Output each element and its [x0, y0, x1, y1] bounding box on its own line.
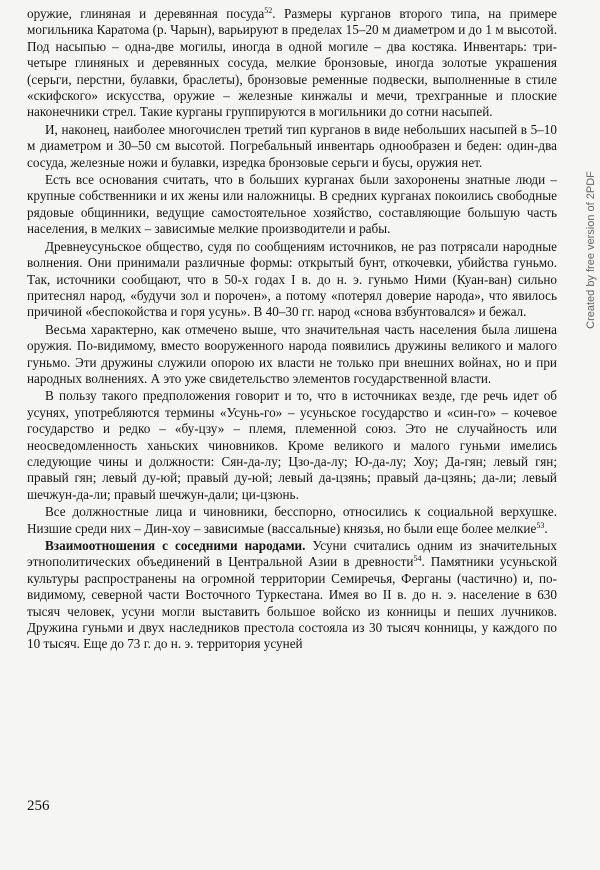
- paragraph-3: Есть все основания считать, что в больших курганах были захоронены знатные люди – крупные собственники и их жены или наложницы. В средних курганах покоились свободные рядовые общинники, ведущие самостоятельное хозяйство, составляющие большую часть населения, в мелких – зависимые мелкие производители и рабы.: [27, 172, 557, 237]
- footnote-ref-52[interactable]: 52: [264, 6, 273, 15]
- page-number: 256: [27, 798, 50, 814]
- paragraph-8: Взаимоотношения с соседними народами. Усуни считались одним из значительных этнополитических объединений в Центральной Азии в древности$^{54}$. Памятники усуньской культуры распространены на огромной территории Семиречья, Ферганы (частично) и, по-видимому, северной части Восточного Туркестана. Имея во II в. до н. э. население в 630 тысяч человек, усуни могли выставить большое войско из конницы и пеших лучников. Дружина гуньми и двух наследников престола состояла из 30 тысяч конницы, у каждого по 10 тысяч. Еще до 73 г. до н. э. территория усуней: [27, 538, 558, 652]
- paragraph-7: Все должностные лица и чиновники, бесспорно, относились к социальной верхушке. Низшие среди них – Дин-хоу – зависимые (вассальные) князья, но были еще более мелкие$^{53}$.: [27, 504, 557, 536]
- footnote-ref-53[interactable]: 53: [536, 520, 545, 530]
- section-heading: Взаимоотношения с соседними народами.: [45, 538, 306, 553]
- footnote-ref-54[interactable]: 54: [413, 554, 422, 564]
- paragraph-6: В пользу такого предположения говорит и то, что в источниках везде, где речь идет об усунях, употребляются термины «Усунь-го» – усуньское государство и «син-го» – кочевое государство и редко – «бу-цзу» – племя, племенной союз. Это не случайность или неосведомленность ханьских чиновников. Кроме великого и малого гуньми имелись следующие чины и должности: Сян-да-лу; Цзо-да-лу; Ю-да-лу; Хоу; Да-гян; левый гян; правый гян; левый ду-юй; правый ду-юй; левый да-цзянь; правый да-цзянь; да-ли; левый шечжун-да-ли; правый шечжун-дали; ци-цзюнь.: [27, 388, 557, 502]
- paragraph-1: оружие, глиняная и деревянная посуда$^{52}$. Размеры курганов второго типа, на примере могильника Каратома (р. Чарын), варьируют в пределах 15–20 м диаметром и до 1 м высотой. Под насыпью – одна-две могилы, иногда в одной могиле – два костяка. Инвентарь: три-четыре глиняных и деревянных сосуда, мелкие бронзовые, иногда золотые украшения (серьги, перстни, булавки, браслеты), бронзовые ременные подвески, выполненные в стиле «скифского» искусства, оружие – железные кинжалы и мечи, трехгранные и плоские наконечники стрел. Такие курганы группируются в могильники до сотни насыпей.: [27, 6, 557, 120]
- paragraph-2: И, наконец, наиболее многочислен третий тип курганов в виде небольших насыпей в 5–10 м диаметром и 30–50 см высотой. Погребальный инвентарь однообразен и беден: один-два сосуда, железные ножи и булавки, изредка бронзовые серьги и бусы, оружия нет.: [27, 121, 557, 170]
- paragraph-4: Древнеусуньское общество, судя по сообщениям источников, не раз потрясали народные волнения. Они принимали различные формы: открытый бунт, откочевки, убийства гуньмо. Так, источники сообщают, что в 50-х годах I в. до н. э. гуньмо Ними (Куан-ван) сильно притеснял народ, «будучи зол и порочен», а потому «потерял доверие народа», что явилось причиной «беспокойства и горя усунь». В 40–30 гг. народ «снова взбунтовался» и бежал.: [27, 238, 557, 320]
- watermark: Created by free version of 2PDF: [585, 171, 597, 329]
- page-body: [27, 6, 557, 653]
- paragraph-5: Весьма характерно, как отмечено выше, что значительная часть населения была лишена оружия. По-видимому, вместо вооруженного народа появились дружины великого и малого гуньмо. Эти дружины служили опорою их власти не только при внешних войнах, но и при народных волнениях. А это уже свидетельство элементов государственной власти.: [27, 321, 557, 386]
